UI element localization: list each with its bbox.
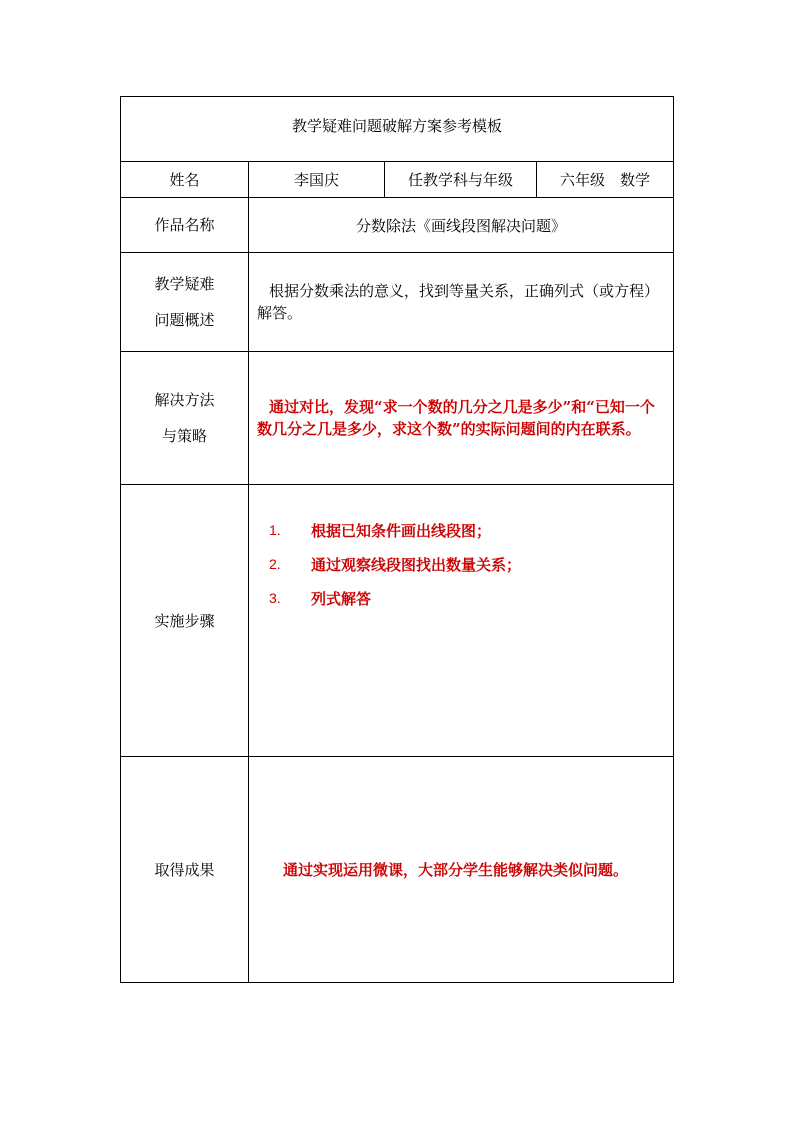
step-number: 2.: [269, 556, 281, 572]
step-text: 列式解答: [311, 589, 372, 608]
list-item: [269, 547, 521, 581]
problem-text: 根据分数乘法的意义，找到等量关系，正确列式（或方程）解答。: [257, 282, 660, 322]
problem-label: [121, 253, 249, 352]
result-label: 取得成果: [121, 757, 249, 983]
problem-label-line2: 问题概述: [154, 311, 215, 329]
result-text: 通过实现运用微课，大部分学生能够解决类似问题。: [249, 757, 674, 983]
method-label-line1: 解决方法: [154, 391, 215, 409]
work-label: 作品名称: [121, 198, 249, 253]
problem-description: [249, 253, 674, 352]
subject-value: 六年级 数学: [537, 162, 674, 198]
list-item: [269, 513, 521, 547]
name-label: 姓名: [121, 162, 249, 198]
subject-label: 任教学科与年级: [385, 162, 537, 198]
list-item: [269, 581, 521, 615]
method-description: [249, 352, 674, 485]
work-title: 分数除法《画线段图解决问题》: [249, 198, 674, 253]
steps-label: 实施步骤: [121, 485, 249, 757]
document-title: 教学疑难问题破解方案参考模板: [121, 97, 674, 162]
method-label: [121, 352, 249, 485]
method-label-line2: 与策略: [161, 427, 207, 445]
problem-label-line1: 教学疑难: [154, 275, 215, 293]
template-table: [120, 96, 674, 983]
step-text: 通过观察线段图找出数量关系；: [311, 555, 522, 574]
steps-list: [269, 513, 521, 615]
steps-cell: [249, 485, 674, 757]
name-value: 李国庆: [249, 162, 385, 198]
step-number: 1.: [269, 522, 281, 538]
step-number: 3.: [269, 590, 281, 606]
method-text: 通过对比，发现“求一个数的几分之几是多少”和“已知一个数几分之几是多少，求这个数”的实际问题间的内在联系。: [257, 398, 655, 438]
step-text: 根据已知条件画出线段图；: [311, 521, 492, 540]
